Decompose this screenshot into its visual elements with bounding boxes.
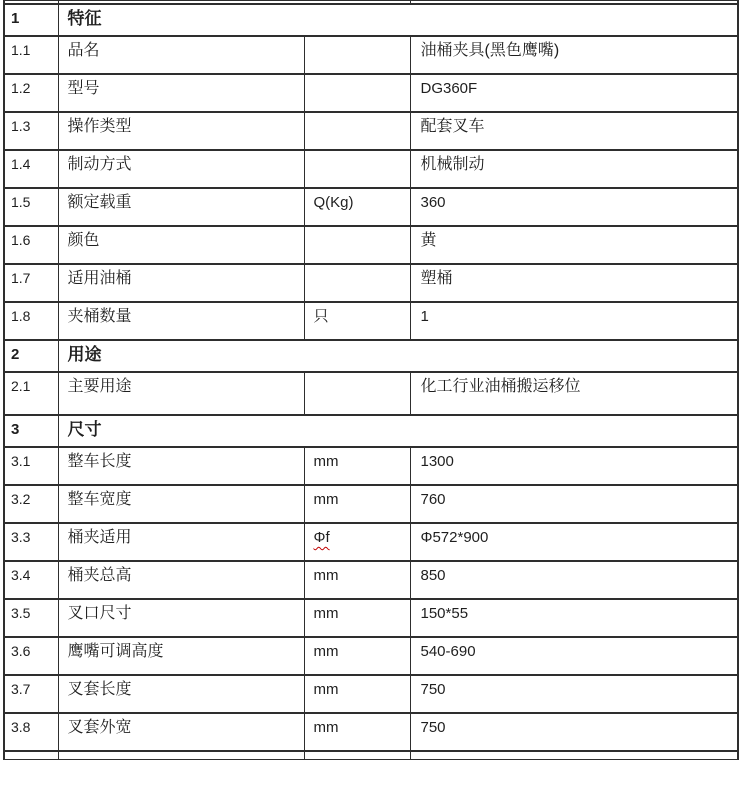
unit-cell bbox=[304, 675, 410, 713]
row-number-cell: 1.5 bbox=[4, 188, 58, 226]
value-cell: 750 bbox=[410, 713, 738, 751]
spec-table-body bbox=[4, 1, 738, 760]
spec-item-cell: 叉套外宽 bbox=[58, 713, 304, 751]
spec-item-cell: 桶夹总高 bbox=[58, 561, 304, 599]
spec-item-cell: 夹桶数量 bbox=[58, 302, 304, 340]
value-cell: 黄 bbox=[410, 226, 738, 264]
unit-cell bbox=[304, 302, 410, 340]
unit-cell bbox=[304, 188, 410, 226]
row-number-cell: 3.2 bbox=[4, 485, 58, 523]
value-cell: 机械制动 bbox=[410, 150, 738, 188]
spec-item-cell: 颜色 bbox=[58, 226, 304, 264]
unit-text: mm bbox=[313, 453, 339, 470]
table-row bbox=[4, 675, 738, 713]
spec-item-cell: 制动方式 bbox=[58, 150, 304, 188]
spec-item-cell: 适用油桶 bbox=[58, 264, 304, 302]
value-cell: 1300 bbox=[410, 447, 738, 485]
spec-item-cell: 额定载重 bbox=[58, 188, 304, 226]
table-row bbox=[4, 713, 738, 751]
row-number-cell: 3.7 bbox=[4, 675, 58, 713]
row-number-cell: 2.1 bbox=[4, 372, 58, 415]
unit-text: mm bbox=[313, 681, 339, 698]
unit-text: Q(Kg) bbox=[313, 194, 354, 211]
value-cell: 150*55 bbox=[410, 599, 738, 637]
value-cell: 850 bbox=[410, 561, 738, 599]
unit-text: mm bbox=[313, 567, 339, 584]
row-number-cell: 3.4 bbox=[4, 561, 58, 599]
partial-cell bbox=[58, 751, 304, 760]
row-number-cell: 3.1 bbox=[4, 447, 58, 485]
value-cell: 760 bbox=[410, 485, 738, 523]
table-row bbox=[4, 523, 738, 561]
value-cell: 1 bbox=[410, 302, 738, 340]
table-row bbox=[4, 112, 738, 150]
unit-text: Φf bbox=[313, 529, 330, 546]
table-row bbox=[4, 226, 738, 264]
spec-item-cell: 整车宽度 bbox=[58, 485, 304, 523]
spec-item-cell: 整车长度 bbox=[58, 447, 304, 485]
section-title-cell: 尺寸 bbox=[58, 415, 738, 447]
spec-item-cell: 叉套长度 bbox=[58, 675, 304, 713]
table-row bbox=[4, 637, 738, 675]
table-row bbox=[4, 36, 738, 74]
spec-item-cell: 品名 bbox=[58, 36, 304, 74]
value-cell: 塑桶 bbox=[410, 264, 738, 302]
row-number-cell: 1.2 bbox=[4, 74, 58, 112]
row-number-cell: 3.6 bbox=[4, 637, 58, 675]
row-number-cell: 1.1 bbox=[4, 36, 58, 74]
section-header-row bbox=[4, 4, 738, 36]
unit-cell bbox=[304, 637, 410, 675]
spec-item-cell: 型号 bbox=[58, 74, 304, 112]
table-row bbox=[4, 302, 738, 340]
unit-cell bbox=[304, 150, 410, 188]
unit-cell bbox=[304, 112, 410, 150]
table-row bbox=[4, 447, 738, 485]
unit-cell bbox=[304, 226, 410, 264]
section-number-cell: 3 bbox=[4, 415, 58, 447]
row-number-cell: 1.3 bbox=[4, 112, 58, 150]
unit-cell bbox=[304, 36, 410, 74]
section-number-cell: 1 bbox=[4, 4, 58, 36]
table-row bbox=[4, 264, 738, 302]
value-cell: 配套叉车 bbox=[410, 112, 738, 150]
table-row bbox=[4, 74, 738, 112]
table-row bbox=[4, 599, 738, 637]
section-title-cell: 特征 bbox=[58, 4, 738, 36]
unit-text: mm bbox=[313, 491, 339, 508]
section-title-cell: 用途 bbox=[58, 340, 738, 372]
table-row bbox=[4, 188, 738, 226]
table-row bbox=[4, 372, 738, 415]
row-number-cell: 3.5 bbox=[4, 599, 58, 637]
unit-text: mm bbox=[313, 605, 339, 622]
value-cell: 360 bbox=[410, 188, 738, 226]
unit-cell bbox=[304, 523, 410, 561]
partial-cell bbox=[4, 751, 58, 760]
unit-cell bbox=[304, 599, 410, 637]
unit-text: mm bbox=[313, 719, 339, 736]
spec-item-cell: 鹰嘴可调高度 bbox=[58, 637, 304, 675]
value-cell: 油桶夹具(黑色鹰嘴) bbox=[410, 36, 738, 74]
value-cell: Φ572*900 bbox=[410, 523, 738, 561]
section-number-cell: 2 bbox=[4, 340, 58, 372]
table-row bbox=[4, 561, 738, 599]
unit-cell bbox=[304, 447, 410, 485]
unit-cell bbox=[304, 713, 410, 751]
unit-text: mm bbox=[313, 643, 339, 660]
partial-cell bbox=[304, 751, 410, 760]
row-number-cell: 3.8 bbox=[4, 713, 58, 751]
spec-item-cell: 操作类型 bbox=[58, 112, 304, 150]
partial-cell bbox=[410, 751, 738, 760]
row-number-cell: 1.7 bbox=[4, 264, 58, 302]
partial-row-bottom bbox=[4, 751, 738, 760]
unit-cell bbox=[304, 74, 410, 112]
unit-text: 只 bbox=[313, 308, 329, 325]
value-cell: 540-690 bbox=[410, 637, 738, 675]
spec-item-cell: 主要用途 bbox=[58, 372, 304, 415]
unit-cell bbox=[304, 264, 410, 302]
value-cell: 化工行业油桶搬运移位 bbox=[410, 372, 738, 415]
value-cell: 750 bbox=[410, 675, 738, 713]
row-number-cell: 1.4 bbox=[4, 150, 58, 188]
row-number-cell: 1.8 bbox=[4, 302, 58, 340]
unit-cell bbox=[304, 372, 410, 415]
spec-table bbox=[3, 0, 739, 760]
table-row bbox=[4, 150, 738, 188]
section-header-row bbox=[4, 340, 738, 372]
unit-cell bbox=[304, 485, 410, 523]
section-header-row bbox=[4, 415, 738, 447]
spec-item-cell: 叉口尺寸 bbox=[58, 599, 304, 637]
spec-item-cell: 桶夹适用 bbox=[58, 523, 304, 561]
row-number-cell: 3.3 bbox=[4, 523, 58, 561]
table-row bbox=[4, 485, 738, 523]
row-number-cell: 1.6 bbox=[4, 226, 58, 264]
unit-cell bbox=[304, 561, 410, 599]
value-cell: DG360F bbox=[410, 74, 738, 112]
